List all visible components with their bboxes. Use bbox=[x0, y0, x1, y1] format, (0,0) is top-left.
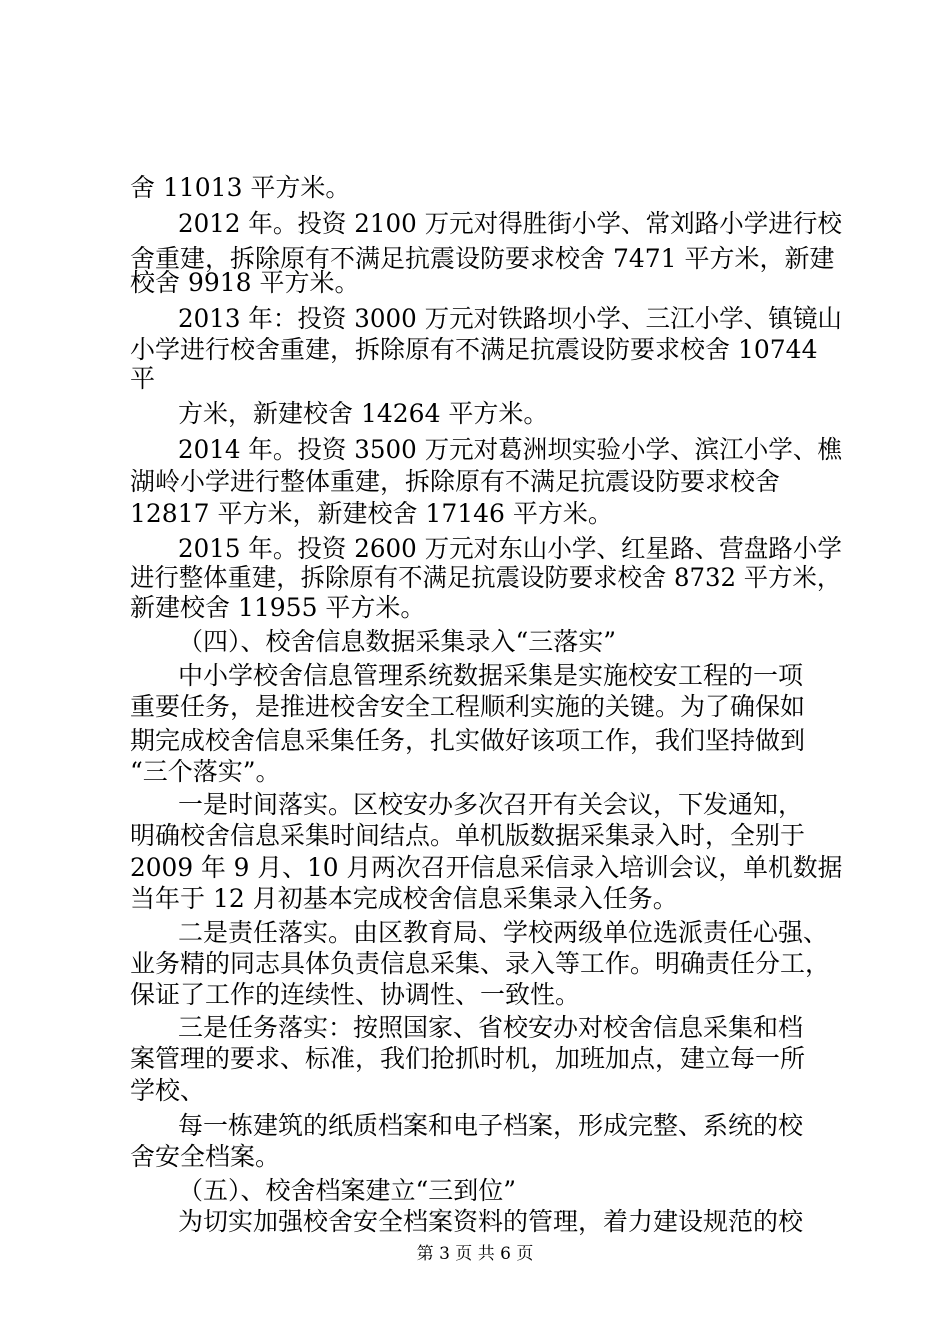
text-line-13: 进行整体重建，拆除原有不满足抗震设防要求校舍 8732 平方米， bbox=[130, 563, 842, 592]
text-line-10: 湖岭小学进行整体重建，拆除原有不满足抗震设防要求校舍 bbox=[130, 467, 781, 496]
section-heading-4: （四）、校舍信息数据采集录入“三落实” bbox=[178, 627, 617, 656]
text-line-24: 二是责任落实。由区教育局、学校两级单位选派责任心强、 bbox=[178, 918, 829, 947]
text-line-2: 2012 年。投资 2100 万元对得胜街小学、常刘路小学进行校 bbox=[178, 209, 842, 238]
text-line-5: 2013 年：投资 3000 万元对铁路坝小学、三江小学、镇镜山 bbox=[178, 304, 842, 333]
text-line-8: 方米，新建校舍 14264 平方米。 bbox=[178, 399, 549, 428]
text-line-28: 案管理的要求、标准，我们抢抓时机，加班加点，建立每一所 bbox=[130, 1044, 806, 1073]
text-line-12: 2015 年。投资 2600 万元对东山小学、红星路、营盘路小学 bbox=[178, 534, 842, 563]
text-line-21: 明确校舍信息采集时间结点。单机版数据采集录入时，全别于 bbox=[130, 821, 806, 850]
text-line-25: 业务精的同志具体负责信息采集、录入等工作。明确责任分工， bbox=[130, 949, 831, 978]
text-line-4: 校舍 9918 平方米。 bbox=[130, 268, 360, 297]
text-line-3: 舍重建，拆除原有不满足抗震设防要求校舍 7471 平方米，新建 bbox=[130, 244, 835, 273]
text-line-17: 重要任务，是推进校舍安全工程顺利实施的关键。为了确保如 bbox=[130, 692, 806, 721]
text-line-29: 学校、 bbox=[130, 1076, 206, 1105]
text-line-1: 舍 11013 平方米。 bbox=[130, 173, 351, 202]
text-line-18: 期完成校舍信息采集任务，扎实做好该项工作，我们坚持做到 bbox=[130, 726, 806, 755]
section-heading-5: （五）、校舍档案建立“三到位” bbox=[178, 1176, 517, 1205]
text-line-7: 平 bbox=[130, 364, 156, 393]
text-line-33: 为切实加强校舍安全档案资料的管理，着力建设规范的校 bbox=[178, 1207, 804, 1236]
text-line-20: 一是时间落实。区校安办多次召开有关会议，下发通知， bbox=[178, 790, 804, 819]
text-line-14: 新建校舍 11955 平方米。 bbox=[130, 593, 426, 622]
text-line-31: 舍安全档案。 bbox=[130, 1142, 281, 1171]
text-line-26: 保证了工作的连续性、协调性、一致性。 bbox=[130, 980, 581, 1009]
text-line-11: 12817 平方米，新建校舍 17146 平方米。 bbox=[130, 499, 613, 528]
text-line-23: 当年于 12 月初基本完成校舍信息采集录入任务。 bbox=[130, 884, 678, 913]
text-line-6: 小学进行校舍重建，拆除原有不满足抗震设防要求校舍 10744 bbox=[130, 335, 818, 364]
text-line-16: 中小学校舍信息管理系统数据采集是实施校安工程的一项 bbox=[178, 661, 804, 690]
text-line-27: 三是任务落实：按照国家、省校安办对校舍信息采集和档 bbox=[178, 1013, 804, 1042]
text-line-30: 每一栋建筑的纸质档案和电子档案，形成完整、系统的校 bbox=[178, 1111, 804, 1140]
text-line-9: 2014 年。投资 3500 万元对葛洲坝实验小学、滨江小学、樵 bbox=[178, 435, 842, 464]
text-line-19: “三个落实”。 bbox=[130, 757, 281, 786]
page-footer: 第 3 页 共 6 页 bbox=[416, 1244, 534, 1264]
text-line-22: 2009 年 9 月、10 月两次召开信息采信录入培训会议，单机数据 bbox=[130, 853, 843, 882]
